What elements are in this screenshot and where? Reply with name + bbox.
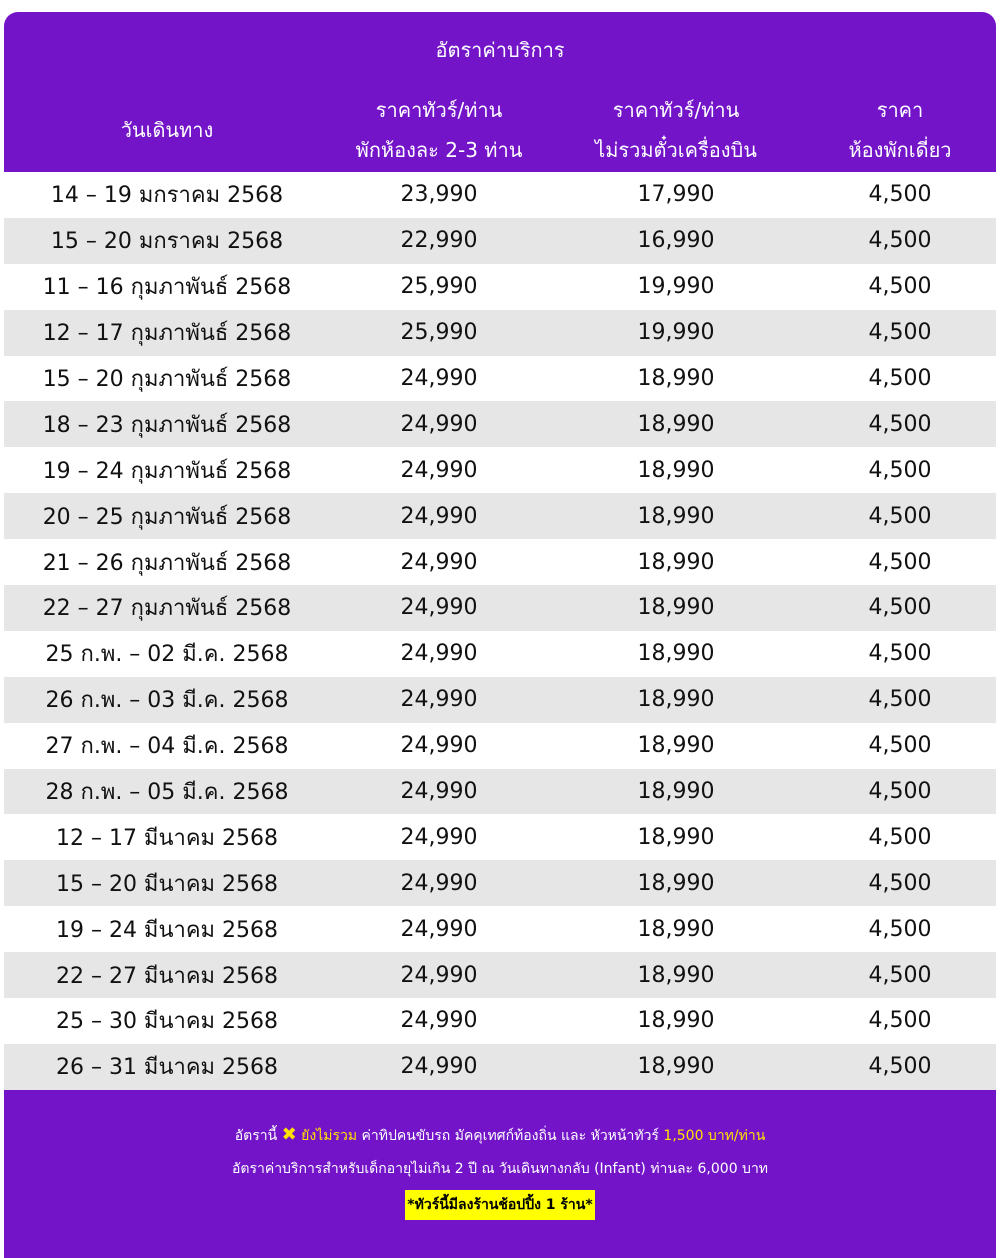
cell-single-room: 4,500 [868, 824, 932, 850]
cell-price-no-flight: 18,990 [637, 1008, 715, 1034]
cell-price-no-flight: 18,990 [637, 1054, 715, 1080]
cell-price: 24,990 [400, 411, 478, 437]
cell-date: 15 – 20 กุมภาพันธ์ 2568 [42, 367, 292, 392]
cell-price: 25,990 [400, 274, 478, 300]
cell-date: 15 – 20 มกราคม 2568 [50, 229, 284, 255]
cell-price: 22,990 [400, 228, 478, 254]
cell-date: 15 – 20 มีนาคม 2568 [55, 871, 279, 897]
cell-date: 11 – 16 กุมภาพันธ์ 2568 [42, 275, 292, 301]
footer-line-shopping [4, 1190, 996, 1220]
table-row [4, 539, 996, 585]
table-title: อัตราค่าบริการ [4, 12, 996, 88]
cell-price: 24,990 [400, 366, 478, 391]
cell-single-room: 4,500 [868, 274, 932, 300]
table-row [4, 860, 996, 906]
cell-price: 24,990 [400, 962, 478, 988]
table-row [4, 264, 996, 310]
cell-price-no-flight: 18,990 [637, 916, 715, 942]
cell-price: 24,990 [400, 687, 478, 713]
cell-price: 24,990 [400, 641, 478, 667]
cell-single-room: 4,500 [868, 366, 932, 391]
cell-date: 25 ก.พ. – 02 มี.ค. 2568 [45, 642, 289, 668]
cell-single-room: 4,500 [868, 549, 932, 575]
header-single-line1: ราคา [876, 98, 924, 122]
cell-single-room: 4,500 [868, 1008, 932, 1034]
cell-price: 24,990 [400, 916, 478, 942]
header-date-label: วันเดินทาง [120, 118, 214, 142]
cell-price-no-flight: 19,990 [637, 274, 715, 300]
cell-date: 14 – 19 มกราคม 2568 [50, 183, 284, 209]
table-row [4, 1044, 996, 1090]
table-row [4, 585, 996, 631]
cell-date: 19 – 24 กุมภาพันธ์ 2568 [42, 458, 292, 484]
cell-price-no-flight: 18,990 [637, 503, 715, 529]
table-row [4, 952, 996, 998]
cell-date: 27 ก.พ. – 04 มี.ค. 2568 [45, 734, 289, 760]
cell-price: 24,990 [400, 870, 478, 896]
header-date [4, 88, 330, 172]
cell-price-no-flight: 18,990 [637, 457, 715, 483]
table-row [4, 814, 996, 860]
table-row [4, 906, 996, 952]
cell-price: 24,990 [400, 1008, 478, 1034]
cell-date: 25 – 30 มีนาคม 2568 [55, 1009, 279, 1035]
header-price-share-line1: ราคาทัวร์/ท่าน [375, 98, 503, 122]
header-price-share-line2: พักห้องละ 2-3 ท่าน [355, 138, 523, 162]
cell-single-room: 4,500 [868, 870, 932, 896]
cell-price-no-flight: 16,990 [637, 228, 715, 254]
table-row [4, 172, 996, 218]
table-row [4, 769, 996, 815]
cell-date: 19 – 24 มีนาคม 2568 [55, 917, 279, 943]
table-row [4, 998, 996, 1044]
shopping-note-highlight: *ทัวร์นี้มีลงร้านช้อปปิ้ง 1 ร้าน* [405, 1190, 594, 1220]
header-price-noflight-line1: ราคาทัวร์/ท่าน [612, 98, 740, 122]
table-body [4, 172, 996, 1090]
cell-price: 24,990 [400, 595, 478, 621]
cell-single-room: 4,500 [868, 916, 932, 942]
table-header [4, 88, 996, 172]
cell-price-no-flight: 18,990 [637, 687, 715, 713]
cell-price: 24,990 [400, 733, 478, 759]
cell-single-room: 4,500 [868, 733, 932, 759]
close-x-icon: ✖ [281, 1124, 297, 1145]
cell-date: 22 – 27 กุมภาพันธ์ 2568 [42, 596, 292, 622]
cell-price-no-flight: 18,990 [637, 549, 715, 575]
cell-single-room: 4,500 [868, 503, 932, 529]
cell-date: 22 – 27 มีนาคม 2568 [55, 963, 279, 989]
cell-date: 26 ก.พ. – 03 มี.ค. 2568 [45, 688, 289, 714]
table-row [4, 356, 996, 402]
cell-price-no-flight: 18,990 [637, 779, 715, 805]
cell-price: 24,990 [400, 779, 478, 805]
table-row [4, 401, 996, 447]
cell-price-no-flight: 17,990 [637, 182, 715, 208]
cell-date: 12 – 17 มีนาคม 2568 [55, 825, 279, 851]
header-single-room [804, 88, 996, 172]
cell-single-room: 4,500 [868, 182, 932, 208]
cell-price-no-flight: 18,990 [637, 870, 715, 896]
cell-single-room: 4,500 [868, 1054, 932, 1080]
cell-date: 26 – 31 มีนาคม 2568 [55, 1055, 279, 1081]
cell-price-no-flight: 18,990 [637, 641, 715, 667]
footer-tips-amount: 1,500 บาท/ท่าน [663, 1128, 766, 1144]
cell-date: 20 – 25 กุมภาพันธ์ 2568 [42, 504, 292, 530]
table-row [4, 723, 996, 769]
cell-price: 24,990 [400, 824, 478, 850]
footer-notes [4, 1090, 996, 1258]
table-row [4, 447, 996, 493]
header-price-noflight-line2: ไม่รวมตั๋วเครื่องบิน [595, 138, 757, 162]
cell-price-no-flight: 18,990 [637, 366, 715, 391]
cell-date: 21 – 26 กุมภาพันธ์ 2568 [42, 550, 292, 576]
cell-single-room: 4,500 [868, 320, 932, 346]
footer-tips-text: ค่าทิปคนขับรถ มัคคุเทศก์ท้องถิ่น และ หัวหน้าทัวร์ [361, 1128, 659, 1144]
cell-price: 24,990 [400, 549, 478, 575]
footer-line-tips [4, 1124, 996, 1147]
cell-price-no-flight: 18,990 [637, 595, 715, 621]
table-row [4, 493, 996, 539]
table-row [4, 310, 996, 356]
cell-single-room: 4,500 [868, 687, 932, 713]
cell-price-no-flight: 18,990 [637, 962, 715, 988]
footer-not-included: ยังไม่รวม [301, 1128, 358, 1144]
cell-price: 25,990 [400, 320, 478, 346]
header-price-noflight [548, 88, 804, 172]
table-row [4, 218, 996, 264]
cell-single-room: 4,500 [868, 962, 932, 988]
cell-date: 18 – 23 กุมภาพันธ์ 2568 [42, 412, 292, 438]
footer-line1-prefix: อัตรานี้ [234, 1128, 278, 1144]
cell-single-room: 4,500 [868, 595, 932, 621]
cell-price: 24,990 [400, 503, 478, 529]
cell-date: 28 ก.พ. – 05 มี.ค. 2568 [45, 780, 289, 806]
table-row [4, 677, 996, 723]
cell-price-no-flight: 18,990 [637, 411, 715, 437]
header-price-share [330, 88, 548, 172]
cell-price-no-flight: 18,990 [637, 824, 715, 850]
cell-date: 12 – 17 กุมภาพันธ์ 2568 [42, 321, 292, 347]
table-row [4, 631, 996, 677]
header-single-line2: ห้องพักเดี่ยว [848, 138, 952, 162]
cell-single-room: 4,500 [868, 641, 932, 667]
cell-single-room: 4,500 [868, 457, 932, 483]
cell-single-room: 4,500 [868, 228, 932, 254]
cell-price-no-flight: 18,990 [637, 733, 715, 759]
cell-price: 24,990 [400, 457, 478, 483]
cell-single-room: 4,500 [868, 779, 932, 805]
cell-single-room: 4,500 [868, 411, 932, 437]
cell-price: 23,990 [400, 182, 478, 208]
cell-price: 24,990 [400, 1054, 478, 1080]
cell-price-no-flight: 19,990 [637, 320, 715, 346]
footer-line-infant: อัตราค่าบริการสำหรับเด็กอายุไม่เกิน 2 ปี ณ วันเดินทางกลับ (Infant) ท่านละ 6,000 บาท [231, 1161, 769, 1177]
